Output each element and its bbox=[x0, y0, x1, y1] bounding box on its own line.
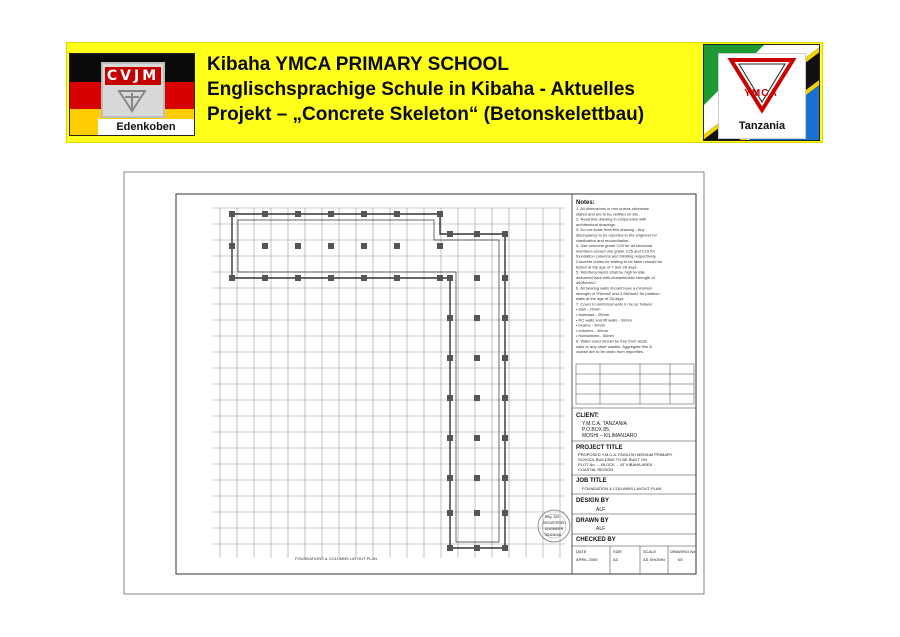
column-footing bbox=[447, 545, 453, 551]
column-footing bbox=[447, 355, 453, 361]
column-footing bbox=[229, 275, 235, 281]
client-line-2: P.O.BOX 85, bbox=[582, 427, 611, 433]
column-footing bbox=[474, 275, 480, 281]
project-line-1: PROPOSED Y.M.C.A. ENGLISH MEDIUM PRIMARY bbox=[578, 452, 673, 457]
column-footing bbox=[295, 243, 301, 249]
header-banner bbox=[66, 42, 823, 143]
headline-line-2: Englischsprachige Schule in Kibaha - Aktuelles bbox=[207, 79, 635, 100]
project-line-4: COASTAL REGION bbox=[578, 467, 614, 472]
column-footing bbox=[474, 355, 480, 361]
note-line: 7. Cover to reinforcements to be as follows: bbox=[576, 301, 653, 307]
note-line: coarse are to be clean from impurities. bbox=[576, 349, 645, 355]
column-footing bbox=[502, 355, 508, 361]
stamp-line-4: TANZANIA bbox=[544, 533, 562, 537]
note-line: stated and are to be verified on site. bbox=[576, 211, 640, 217]
column-footing bbox=[474, 545, 480, 551]
column-footing bbox=[474, 231, 480, 237]
column-footing bbox=[502, 435, 508, 441]
note-line: discrepancy to be reported to the engineer for bbox=[576, 232, 657, 238]
building-outline bbox=[232, 214, 505, 548]
note-line: architectural drawings. bbox=[576, 221, 617, 227]
client-line-1: Y.M.C.A. TANZANIA bbox=[582, 421, 628, 427]
note-line: clarification and reconciliation. bbox=[576, 237, 630, 243]
column-footing bbox=[361, 243, 367, 249]
plan-caption: FOUNDATIONS & COLUMNS LAYOUT PLAN bbox=[295, 556, 378, 561]
ymca-badge bbox=[718, 53, 806, 139]
ymca-logo-text: YMCA bbox=[744, 88, 778, 99]
ymca-tanzania-logo bbox=[703, 44, 820, 141]
edenkoben-label: Edenkoben bbox=[98, 119, 194, 135]
column-footing bbox=[474, 475, 480, 481]
column-footing bbox=[262, 275, 268, 281]
column-footing bbox=[502, 231, 508, 237]
column-footing bbox=[502, 395, 508, 401]
note-line: 460N/mm2. bbox=[576, 280, 597, 286]
column-footing bbox=[502, 475, 508, 481]
column-footing bbox=[502, 510, 508, 516]
column-footing bbox=[502, 315, 508, 321]
column-footing bbox=[447, 231, 453, 237]
scale-value: AS SHOWN bbox=[643, 557, 665, 562]
column-footing bbox=[474, 510, 480, 516]
note-line: • slab - 25mm bbox=[576, 306, 601, 312]
column-footing bbox=[447, 510, 453, 516]
note-line: walls at the age of 28 days. bbox=[576, 296, 625, 302]
column-footing bbox=[229, 211, 235, 217]
note-line: 6. All bearing walls should have a minimum bbox=[576, 285, 653, 291]
revision-table bbox=[576, 364, 694, 404]
headline-line-3: Projekt – „Concrete Skeleton“ (Betonskelettbau) bbox=[207, 104, 645, 125]
drawing-no-value: 05 bbox=[678, 557, 683, 562]
column-footing bbox=[474, 315, 480, 321]
note-line: deformed bars with characteristic strength of bbox=[576, 274, 655, 280]
column-footing bbox=[394, 211, 400, 217]
note-line: • RC walls and lift walls - 30mm bbox=[576, 317, 632, 323]
cvjm-logo-text: CVJM bbox=[106, 68, 160, 84]
job-title: FOUNDATION & COLUMNS LAYOUT PLAN bbox=[582, 486, 662, 491]
note-line: • staircase - 25mm bbox=[576, 312, 610, 317]
column-footing bbox=[437, 275, 443, 281]
cvjm-cross-icon bbox=[117, 89, 147, 113]
column-footing bbox=[447, 395, 453, 401]
designed-by-heading: DESIGN BY bbox=[576, 498, 610, 504]
column-footing bbox=[474, 395, 480, 401]
note-line: 8. Water used should be free from acids, bbox=[576, 338, 648, 344]
note-line: • foundations - 50mm bbox=[576, 333, 614, 339]
column-footing bbox=[447, 475, 453, 481]
column-footing bbox=[474, 435, 480, 441]
note-line: 4. Use concrete grade C20 for all structural bbox=[576, 243, 653, 249]
note-line: Concrete cubes for testing to be taken should be bbox=[576, 259, 663, 264]
column-footing bbox=[394, 275, 400, 281]
column-footing bbox=[262, 211, 268, 217]
date-value: APRIL 2009 bbox=[576, 557, 598, 562]
size-label: SIZE bbox=[613, 549, 622, 554]
note-line: salts or any other wastes. Aggregate fine & bbox=[576, 343, 653, 349]
column-footing bbox=[437, 211, 443, 217]
drawn-by-value: ALF bbox=[596, 526, 606, 532]
column-footing bbox=[447, 275, 453, 281]
project-heading: PROJECT TITLE bbox=[576, 445, 623, 451]
note-line: strength of 7N/mm2 and 3.5N/mm2 for partition bbox=[576, 290, 660, 296]
checked-by-heading: CHECKED BY bbox=[576, 537, 616, 543]
note-line: 5. Reinforcements shall be high tensile bbox=[576, 269, 645, 275]
project-line-3: PLOT No. ... BLOCK ... AT KIBAHA AREA bbox=[578, 462, 653, 467]
note-line: members except use grade C25 and C15 for bbox=[576, 248, 655, 254]
note-line: 1. All dimensions in mm unless otherwise bbox=[576, 206, 649, 211]
structural-grid bbox=[212, 208, 565, 558]
note-line: 2. Read this drawing in conjunction with bbox=[576, 216, 647, 222]
notes-list bbox=[576, 206, 663, 354]
cvjm-edenkoben-logo bbox=[69, 53, 195, 136]
column-footing bbox=[394, 243, 400, 249]
structural-drawing bbox=[120, 168, 708, 598]
note-line: tested at the age of 7 and 28 days. bbox=[576, 264, 638, 270]
column-footing bbox=[295, 275, 301, 281]
column-footing bbox=[328, 243, 334, 249]
column-footing bbox=[502, 275, 508, 281]
note-line: 3. Do not scale from this drawing - Any bbox=[576, 227, 645, 233]
stamp-line-2: REGISTERED bbox=[543, 521, 566, 525]
size-value: A3 bbox=[613, 557, 618, 562]
column-footing bbox=[361, 211, 367, 217]
drawing-no-label: DRAWING No. bbox=[670, 549, 697, 554]
note-line: foundation columns and blinding respectively. bbox=[576, 253, 657, 259]
stamp-line-3: ENGINEER bbox=[545, 527, 564, 531]
notes-heading: Notes: bbox=[576, 200, 595, 206]
job-title-heading: JOB TITLE bbox=[576, 478, 607, 484]
designed-by-value: ALF bbox=[596, 507, 606, 513]
tanzania-label: Tanzania bbox=[738, 120, 786, 132]
column-footing bbox=[229, 243, 235, 249]
column-footing bbox=[328, 275, 334, 281]
date-label: DATE bbox=[576, 549, 587, 554]
note-line: • columns - 40mm bbox=[576, 327, 609, 333]
headline-line-1: Kibaha YMCA PRIMARY SCHOOL bbox=[207, 54, 509, 75]
client-heading: CLIENT: bbox=[576, 413, 599, 419]
column-footing bbox=[502, 545, 508, 551]
column-footing bbox=[295, 211, 301, 217]
ymca-triangle-icon bbox=[719, 54, 805, 114]
column-footing bbox=[447, 315, 453, 321]
drawn-by-heading: DRAWN BY bbox=[576, 518, 609, 524]
column-footing bbox=[361, 275, 367, 281]
project-line-2: SCHOOL BUILDING TO BE BUILT ON bbox=[578, 457, 647, 462]
scale-label: SCALE bbox=[643, 549, 657, 554]
stamp-line-1: Reg. 320 bbox=[545, 515, 560, 519]
note-line: • beams - 30mm bbox=[576, 322, 606, 328]
foundation-plan-drawing bbox=[120, 168, 708, 598]
column-footing bbox=[437, 243, 443, 249]
cvjm-emblem bbox=[101, 62, 165, 118]
client-line-3: MOSHI – KILIMANJARO bbox=[582, 433, 638, 439]
column-footing bbox=[262, 243, 268, 249]
column-footing bbox=[447, 435, 453, 441]
column-footing bbox=[328, 211, 334, 217]
page-title bbox=[207, 52, 697, 127]
